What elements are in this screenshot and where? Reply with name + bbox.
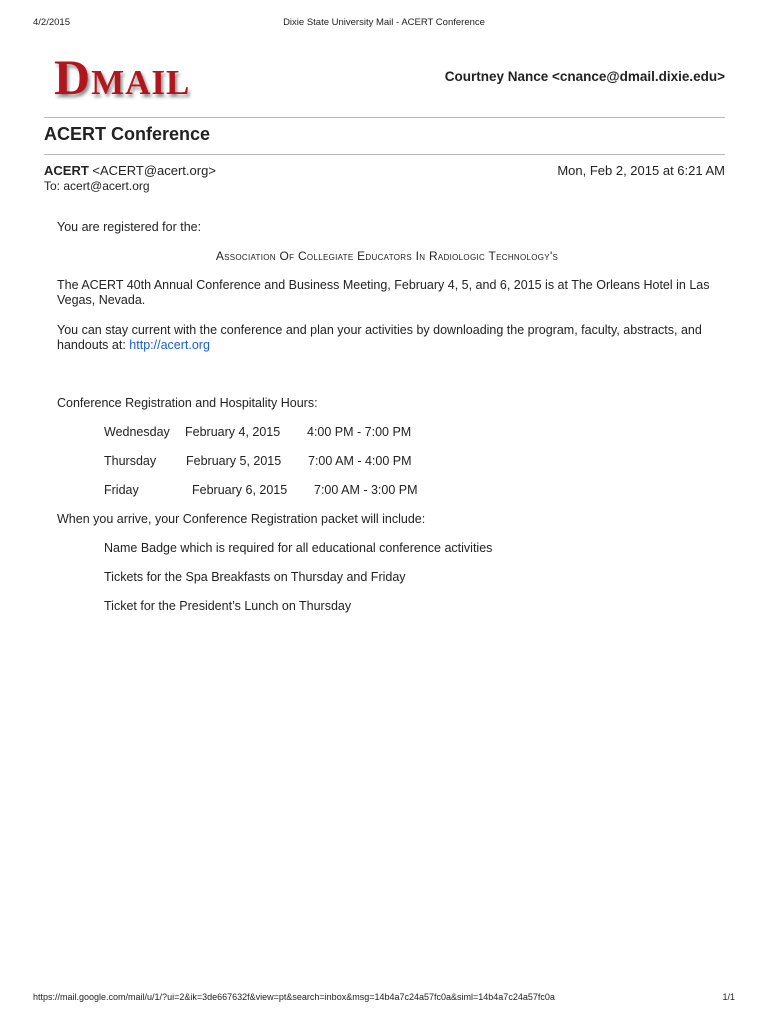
- sender-email: <ACERT@acert.org>: [92, 163, 216, 178]
- schedule-day: Thursday: [104, 454, 157, 468]
- divider-top: [44, 117, 725, 118]
- print-footer: [33, 992, 735, 1006]
- print-header: [33, 17, 735, 31]
- schedule-day: Wednesday: [104, 425, 170, 439]
- packet-heading: When you arrive, your Conference Registration packet will include:: [57, 512, 426, 526]
- list-item: Ticket for the President’s Lunch on Thursday: [104, 599, 352, 613]
- sender-name: ACERT: [44, 163, 89, 178]
- divider-subject: [44, 154, 725, 155]
- schedule-time: 4:00 PM - 7:00 PM: [307, 425, 412, 439]
- list-item: Tickets for the Spa Breakfasts on Thursday and Friday: [104, 570, 406, 584]
- schedule-day: Friday: [104, 483, 139, 497]
- account-name: Courtney Nance <cnance@dmail.dixie.edu>: [444, 69, 725, 84]
- schedule-date: February 5, 2015: [186, 454, 282, 468]
- acert-link[interactable]: http://acert.org: [129, 338, 210, 352]
- print-url: https://mail.google.com/mail/u/1/?ui=2&ik=3de667632f&view=pt&search=inbox&msg=14b4a7c24a57fc0a&siml=14b4a7c24a57fc0a: [33, 992, 555, 1002]
- recipient-line: To: acert@acert.org: [44, 179, 150, 193]
- paragraph-location: The ACERT 40th Annual Conference and Business Meeting, February 4, 5, and 6, 2015 is at The Orleans Hotel in Las Vegas, Nevada.: [57, 278, 710, 307]
- sender-line: [44, 163, 216, 178]
- print-title: Dixie State University Mail - ACERT Conference: [283, 17, 485, 28]
- schedule-time: 7:00 AM - 4:00 PM: [308, 454, 412, 468]
- resources-text: You can stay current with the conference and plan your activities by downloading the program, faculty, abstracts, and handouts at:: [57, 323, 702, 352]
- logo-initial: D: [54, 49, 92, 105]
- schedule-date: February 4, 2015: [185, 425, 281, 439]
- logo-rest: MAIL: [91, 63, 191, 102]
- sent-date: Mon, Feb 2, 2015 at 6:21 AM: [557, 163, 725, 178]
- intro-text: You are registered for the:: [57, 220, 202, 234]
- hours-heading: Conference Registration and Hospitality Hours:: [57, 396, 318, 410]
- list-item: Name Badge which is required for all educational conference activities: [104, 541, 493, 555]
- dmail-logo: [54, 49, 191, 105]
- schedule-time: 7:00 AM - 3:00 PM: [314, 483, 418, 497]
- paragraph-resources: [57, 323, 717, 353]
- organization-name: Association Of Collegiate Educators In Radiologic Technology's: [215, 249, 559, 263]
- print-date: 4/2/2015: [33, 17, 70, 28]
- schedule-date: February 6, 2015: [192, 483, 288, 497]
- email-subject: ACERT Conference: [44, 124, 211, 144]
- page-count: 1/1: [722, 992, 735, 1002]
